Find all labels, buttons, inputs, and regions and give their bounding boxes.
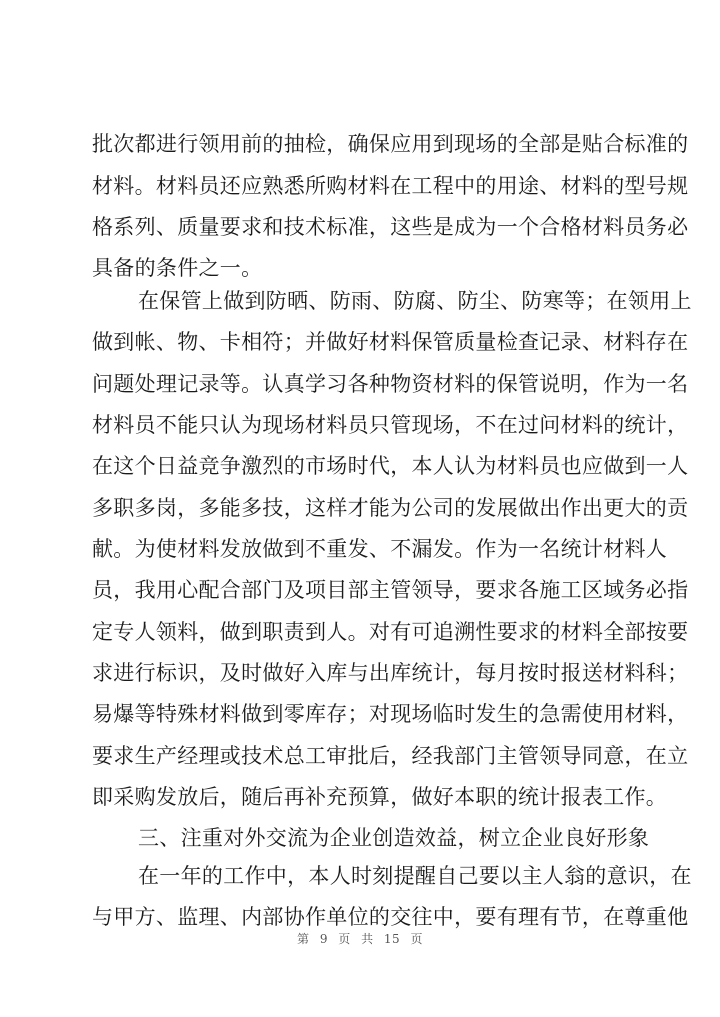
body-text-line: 要求生产经理或技术总工审批后，经我部门主管领导同意，在立 (92, 744, 689, 768)
page-number-footer: 第 9 页 共 15 页 (297, 932, 423, 946)
body-text-line: 求进行标识，及时做好入库与出库统计，每月按时报送材料科； (92, 661, 689, 685)
body-text-line: 格系列、质量要求和技术标准，这些是成为一个合格材料员务必 (92, 215, 689, 239)
section-heading: 三、注重对外交流为企业创造效益，树立企业良好形象 (138, 826, 650, 850)
body-text-line: 即采购发放后，随后再补充预算，做好本职的统计报表工作。 (92, 785, 668, 809)
body-text-line: 易爆等特殊材料做到零库存；对现场临时发生的急需使用材料， (92, 702, 689, 726)
body-text-line: 做到帐、物、卡相符；并做好材料保管质量检查记录、材料存在 (92, 330, 689, 354)
body-text-line: 多职多岗，多能多技，这样才能为公司的发展做出作出更大的贡 (92, 496, 689, 520)
body-text-line: 献。为使材料发放做到不重发、不漏发。作为一名统计材料人 (92, 537, 668, 561)
paragraph-first-line: 在一年的工作中，本人时刻提醒自己要以主人翁的意识，在 (138, 864, 692, 888)
body-text-line: 材料。材料员还应熟悉所购材料在工程中的用途、材料的型号规 (92, 174, 689, 198)
body-text-line: 具备的条件之一。 (92, 256, 263, 280)
body-text-line: 材料员不能只认为现场材料员只管现场，不在过问材料的统计， (92, 413, 689, 437)
paragraph-first-line: 在保管上做到防晒、防雨、防腐、防尘、防寒等；在领用上 (138, 289, 692, 313)
body-text-line: 员，我用心配合部门及项目部主管领导，要求各施工区域务必指 (92, 578, 689, 602)
body-text-line: 在这个日益竞争激烈的市场时代，本人认为材料员也应做到一人 (92, 454, 689, 478)
body-text-line: 定专人领料，做到职责到人。对有可追溯性要求的材料全部按要 (92, 620, 689, 644)
body-text-line: 问题处理记录等。认真学习各种物资材料的保管说明，作为一名 (92, 372, 689, 396)
body-text-line: 与甲方、监理、内部协作单位的交往中，要有理有节，在尊重他 (92, 905, 689, 929)
body-text-line: 批次都进行领用前的抽检，确保应用到现场的全部是贴合标准的 (92, 132, 689, 156)
